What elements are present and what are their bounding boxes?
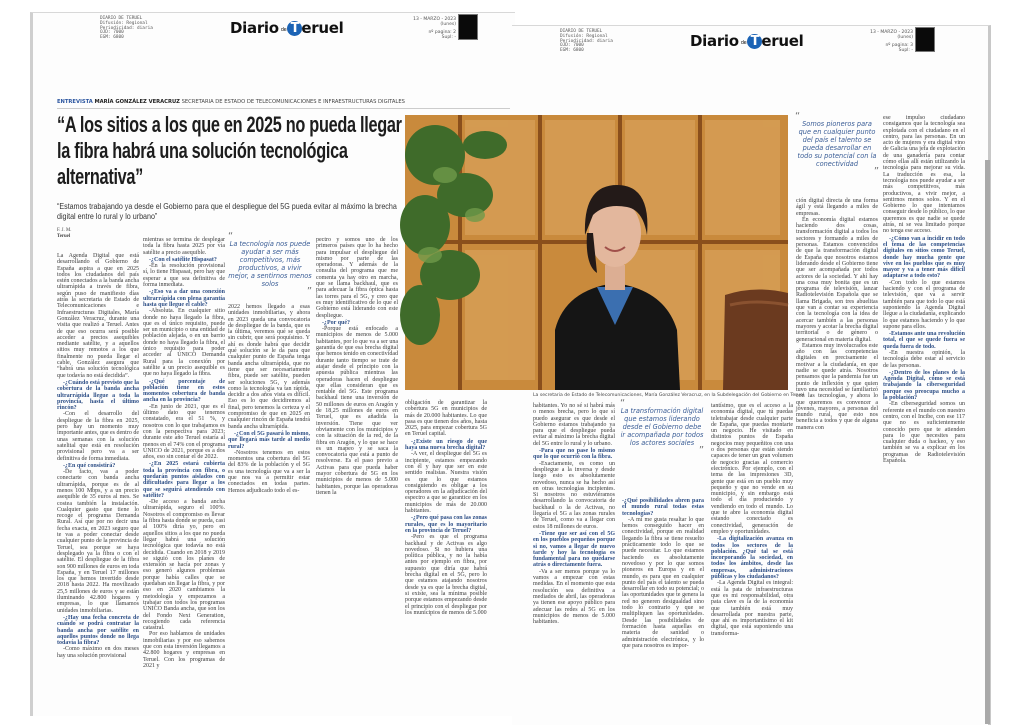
paragraph: habitantes. Yo no sé si habrá más o menos brecha, pero lo que sí puedo asegurar es que desde el Gobierno estamos trabajando ya para que el despliegue pueda evitar al máximo la brecha digital del 5G entre lo rural y lo urbano. bbox=[533, 403, 615, 447]
publication-date bbox=[857, 30, 913, 53]
newspaper-logo bbox=[230, 19, 344, 37]
pull-quote-text: Somos pioneros para que en cualquier punto del país el talento se pueda desarrollar en todo su potencial con la conectividad bbox=[797, 120, 877, 168]
paragraph: tantísimo, que es el acceso a la economía digital, que tú puedas teletrabajar desde cualquier parte de España, que puedas montarte un negocio. He visitado en distintos puntos de España negocios muy pequeñitos con una o dos personas que están siendo capaces de tener un gran volumen de negocio gracias al comercio electrónico. Por ejemplo, con el tema de las impresiones 3D, gente que está en un pueblo muy pequeño y que no vende en su municipio, y sin embargo está todo el día produciendo y vendiendo en todo el mundo. Lo que te abre la economía digital estando conectado es conectividad, generación de empleo y oportunidades. bbox=[711, 403, 793, 535]
paragraph: -De facto, vas a poder conectarte con banda ancha ultrarrápida, porque es de al menos 100 Mbps, y a un precio asequible de 35 euros al mes. Se costea también la instalación. Cualquier gasto que tiene lo recoge el programa Demanda Rural. Así que por no decir una fecha exacta, en 2023 seguro que te vas a poder conectar desde cualquier punto de la provincia de Teruel, sea porque se haya desplegado ya la fibra o con el satélite. El despliegue de la fibra son 900 millones de euros en toda España, y en Teruel 17 millones los que hemos invertido desde 2018 hasta 2022. Ha movilizado 25,5 millones de euros y se están iluminando 42.800 hogares y empresas, lo que llamamos unidades inmobiliarias. bbox=[57, 469, 139, 614]
byline-author: F. J. M. bbox=[57, 228, 72, 233]
article-column bbox=[883, 115, 965, 640]
paragraph: -Exactamente, es como un despliegue a la inversa y desde luego esto es absolutamente novedoso, nunca se ha hecho así en otras tecnologías incipientes. Si nosotros no estuviéramos desarrollando la convocatoria de backhaul o la de Activas, no llegaría el 5G a las zonas rurales de Teruel, como va a llegar con estos 18 millones de euros. bbox=[533, 460, 615, 530]
redaction-box bbox=[458, 14, 478, 40]
paragraph: ese impulso ciudadano consigamos que la tecnología sea explotada con el ciudadano en el centro, para las personas. En un acto de mujeres y era digital vino de Galicia una jefa de explotación de una ganadería para contar cómo ellas allí están utilizando la tecnología para mejorar su vida. La traducción es esa, la tecnología nos puede ayudar a ser más competitivos, más productivos, a vivir mejor, a sentirnos menos solos. Y en el Gobierno lo que intentamos conseguir desde lo público, lo que queremos es que nadie se quede atrás, ni se vea limitado porque no tenga ese acceso. bbox=[883, 115, 965, 235]
page-number: nº pagina: 3 bbox=[885, 43, 913, 48]
weekday-text: (lunes) bbox=[897, 35, 913, 40]
paragraph: -Nosotros tenemos en estos momentos una cobertura del 5G del 83% de la población y el 5G es una tecnología que va a ser la que nos va a permitir estar conectados en todas partes. Hemos adjudicado todo el es- bbox=[228, 449, 310, 494]
logo-text: de bbox=[740, 40, 747, 46]
article-column bbox=[796, 198, 878, 640]
outlet-name: DIARIO DE TERUEL bbox=[100, 16, 143, 21]
meta-line: OJD: 7000 bbox=[100, 30, 124, 36]
meta-line: Periodicidad: diaria bbox=[100, 25, 153, 31]
paragraph: mientras se termina de desplegar toda la fibra hasta 2025 por vía satélite a precio asequible. bbox=[143, 237, 225, 256]
logo-text: eruel bbox=[761, 32, 804, 50]
paragraph: -A ver, el despliegue del 5G es incipiente, estamos empezando con él y hay que ser en este sentido realistas. Nuestra visión es que lo que estamos consiguiendo es obligar a los operadores en la adjudicación del espectro a que se garantice en los municipios de más de 20.000 habitantes. bbox=[405, 451, 487, 515]
meta-line: Periodicidad: diaria bbox=[560, 38, 613, 44]
meta-line: Difusión: Regional bbox=[100, 20, 148, 26]
paragraph: -En ciberseguridad somos un referente en el mundo con nuestro centro, con el Incibe, con ese 117 que no es suficientemente conocido pero que te atienden para lo que necesites para cualquier duda o hackeo, y eso también se va a explicar en los programas de Radiotelevisión Española. bbox=[883, 401, 965, 465]
interview-question: -¿Dentro de los planes de la Agenda Digital, cómo se está trabajando la ciberseguridad porque eso preocupa mucho a la población? bbox=[883, 369, 965, 402]
paragraph: -Con todo lo que estamos haciendo y con el programa de televisión, que va a servir también para que todo lo que está suponiendo la Agenda Digital llegue a la ciudadanía, explicando lo que estamos haciendo y lo que supone para ellos. bbox=[883, 279, 965, 330]
paragraph: pectro y somos uno de los primeros países que lo ha hecho para impulsar el despliegue del mismo por parte de las operadoras. Y además de la consulta del programa que me comenta ya hay otro en marcha, que se llama backhaul, que es para adecuar la fibra óptica hasta las torres para el 5G, y creo que es muy identificativo de lo que el Gobierno está liderando con este despliegue. bbox=[316, 237, 398, 319]
photo-illustration bbox=[405, 115, 788, 390]
subheadline: “Estamos trabajando ya desde el Gobierno para que el despliegue del 5G pueda evitar al máximo la brecha digital entre lo rural y lo urbano” bbox=[57, 201, 397, 221]
headline: “A los sitios a los que en 2025 no pueda llegar la fibra habrá una solución tecnológica alternativa” bbox=[57, 112, 402, 189]
article-column bbox=[316, 237, 398, 637]
interview-question: -Tiene que ser así con el 5G en los pueblos pequeños porque si no, vamos a llegar de nuevo tarde y hoy la tecnología es fundamental para no quedarse atrás o directamente fuera. bbox=[533, 530, 615, 569]
paragraph: -Absoluta. En cualquier sitio donde no haya llegado la fibra, que es el único requisito, puede ser un municipio o una entidad de población alejada, o en un barrio donde no haya llegado la fibra, el único requisito para poder acceder al ÚNICO Demanda Rural para la conexión por satélite a un precio asequible es que no haya llegado la fibra. bbox=[143, 308, 225, 378]
publication-date bbox=[400, 17, 456, 40]
paragraph: -Con el desarrollo del despliegue de la fibra en 2025, pero hay un momento muy importante antes, que es dentro de unas semanas con la solución satelital que está en resolución provisional pero va a ser definitiva de forma inmediata. bbox=[57, 411, 139, 462]
article-column bbox=[405, 400, 487, 637]
redaction-box bbox=[915, 27, 935, 52]
pull-quote-text: La transformación digital que estamos liderando desde el Gobierno debe ir acompañada por todos los actores sociales bbox=[620, 407, 704, 447]
press-clipping-meta bbox=[560, 30, 613, 54]
meta-line: EGM: 6800 bbox=[560, 48, 584, 54]
article-column bbox=[711, 403, 793, 640]
article-column bbox=[57, 253, 139, 659]
close-quote-icon: ” bbox=[698, 445, 704, 456]
supplement: Supl: - bbox=[441, 35, 456, 40]
interview-question: -¿Cuándo está previsto que la cobertura de la banda ancha ultrarrápida llegue a toda la provincia, hasta el último rincón? bbox=[57, 379, 139, 412]
paragraph: -Pero es que el programa backhaul y de Activas es algo novedoso. Si no hubiera una política pública, y no la había antes por ejemplo en fibra, por supuesto que diría que habrá brecha digital en el 5G, pero lo que estamos atajando nosotros desde ya es que la brecha digital, si existe, sea la mínima posible porque estamos empezando desde el principio con el despliegue por los municipios de menos de 5.000 bbox=[405, 534, 487, 616]
pull-quote bbox=[620, 400, 704, 454]
interview-question: -¿Cómo van a incidir en todo el tema de las competencias digitales en sitios como Teruel, donde hay mucha gente que vive en los pueblos que es muy mayor y va a tener más difícil adaptarse a todo esto? bbox=[883, 235, 965, 280]
paragraph: -Como máximo en dos meses hay una solución provisional bbox=[57, 646, 139, 659]
date-text: 13 - MARZO - 2023 bbox=[870, 30, 913, 35]
logo-t-icon: T bbox=[747, 34, 762, 49]
paragraph: Por eso hablamos de unidades inmobiliarias y por eso sabemos que con esta inversión llegamos a 42.800 hogares y empresas en Teruel. Con los programas de 2021 y bbox=[143, 631, 225, 669]
logo-text: eruel bbox=[301, 19, 344, 37]
paragraph: -Porque está enfocado a municipios de menos de 5.000 habitantes, por lo que va a ser una garantía de que esa brecha digital que hemos tenido en conectividad durante tanto tiempo se trate de atajar desde el principio con la apuesta pública mientras las operadoras hacen el despliegue que ellas consideran que es rentable del 5G. Este programa backhaul tiene una inversión de 50 millones de euros en Aragón y de 18,25 millones de euros en Teruel, que es añadida la inversión. Tiene que ver obviamente con los municipios y con la situación de la red, de la fibra en Aragón, y lo que se hace es un mapeo y se saca la convocatoria que está a punto de resolverse. Es el paso previo a Activas para que pueda haber mayor cobertura de 5G en los municipios de menos de 5.000 habitantes, porque las operadoras tienen la bbox=[316, 326, 398, 496]
press-clipping-meta bbox=[100, 17, 153, 41]
close-quote-icon: ” bbox=[873, 166, 879, 177]
article-kicker bbox=[57, 99, 510, 109]
paragraph: obligación de garantizar la cobertura 5G en municipios de más de 20.000 habitantes. Lo que pasa es que tienen dos años, hasta 2025, para empezar cobertura 5G en Teruel capital. bbox=[405, 400, 487, 438]
photo-caption: La secretaria de Estado de Telecomunicaciones, María González Veracruz, en la Subdelegación del Gobierno en Teruel bbox=[533, 393, 805, 398]
pull-quote-text: La tecnología nos puede ayudar a ser más competitivos, más productivos, a vivir mejor, a sentirnos menos solos bbox=[228, 240, 312, 288]
meta-line: Difusión: Regional bbox=[560, 33, 608, 39]
interview-question: -¿Existe un riesgo de que haya una nueva brecha digital? bbox=[405, 438, 487, 452]
close-quote-icon: ” bbox=[306, 286, 312, 297]
article-column bbox=[622, 497, 704, 649]
paragraph: Estamos muy involucrados este año con las competencias digitales en precisamente el motivar a la ciudadanía, en que nadie se quede atrás. Nosotros pensamos que la pandemia fue un punto de inflexión y que quien tuvo una necesidad se familiarizó con las tecnologías, y ahora lo que queremos es convencer a jóvenes, mayores, a personas del mundo rural, que esto nos beneficia a todos y que de alguna manera con bbox=[796, 342, 878, 431]
date-text: 13 - MARZO - 2023 bbox=[413, 17, 456, 22]
interview-question: -¿Hay una fecha concreta de cuándo se podrá contratar la banda ancha por satélite en aquellos puntos donde no llega todavía la fibra? bbox=[57, 614, 139, 647]
paragraph: ción digital directa de una forma ágil y está llegando a miles de empresas. bbox=[796, 198, 878, 217]
newspaper-logo bbox=[690, 32, 804, 50]
logo-t-icon: T bbox=[287, 21, 302, 36]
interview-question: -¿Con el satélite Hispasat? bbox=[149, 256, 217, 263]
meta-line: OJD: 7000 bbox=[560, 43, 584, 49]
interviewee-name: MARÍA GONZÁLEZ VERACRUZ bbox=[94, 99, 180, 105]
logo-text: Diario bbox=[230, 19, 279, 37]
byline bbox=[57, 228, 71, 239]
article-column bbox=[228, 304, 310, 637]
paragraph: -La Agenda Digital es integral: está la pata de infraestructuras que es mi responsabilidad, otra pata clave es la de la economía que también está muy desarrollada por nuestra parte, que ahí es importantísimo el kit digital, que está suponiendo una transforma- bbox=[711, 580, 793, 637]
article-column bbox=[533, 403, 615, 640]
paragraph: La Agenda Digital que está desarrollando el Gobierno de España aspira a que en 2025 todos los ciudadanos del país estén conectados a la banda ancha ultrarrápida a través de fibra, según puso de manifiesto días atrás la secretaria de Estado de Telecomunicaciones e Infraestructuras Digitales, María González Veracruz, durante una visita que realizó a Teruel. Antes de que eso ocurra será posible acceder a precios asequibles mediante satélite, y a aquellos sitios muy remotos a los que finalmente no pueda llegar el cable, González asegura que “habrá una solución tecnológica que todavía no está decidida”. bbox=[57, 253, 139, 379]
page-number: nº pagina: 2 bbox=[428, 30, 456, 35]
interview-question: -¿Qué porcentaje de población tiene en estos momentos cobertura de banda ancha en la provincia? bbox=[143, 378, 225, 404]
interview-question: -¿Con el 5G pasará lo mismo, que llegará más tarde al medio rural? bbox=[228, 430, 310, 450]
interview-question: -Estamos ante una revolución total, el que se quede fuera se queda fuera de todo. bbox=[883, 331, 965, 350]
interviewee-role: SECRETARIA DE ESTADO DE TELECOMUNICACIONES E INFRAESTRUCTURAS DIGITALES bbox=[181, 99, 405, 105]
open-quote-icon: “ bbox=[228, 231, 234, 242]
interview-question: -Para que no pase lo mismo que lo que ocurrió con la fibra. bbox=[533, 448, 615, 461]
pull-quote bbox=[795, 113, 879, 175]
paragraph: -A mí me gusta resaltar lo que hemos conseguido hacer en conectividad, porque en realidad llegando la fibra se tiene resuelto prácticamente todo lo que se puede necesitar. Lo que estamos haciendo es absolutamente novedoso y por lo que somos pioneros en Europa y en el mundo, es para que en cualquier punto del país el talento se pueda desarrollar en todo su potencial; o las oportunidades que te genera la red no generen desigualdad sino todo lo contrario y que se multipliquen las oportunidades. Desde las posibilidades de formación hasta aquellas en materia de sanidad o administración electrónica, y lo que para nosotros es impor- bbox=[622, 516, 704, 649]
logo-text: de bbox=[280, 27, 287, 33]
interview-question: -¿En 2025 estará cubierta toda la provincia con fibra, o quedarán puntos aislados con dificultades para llegar a los que se seguirá atendiendo con satélite? bbox=[143, 461, 225, 499]
meta-line: EGM: 6800 bbox=[100, 35, 124, 41]
interview-question: -¿Qué posibilidades abren para el mundo rural todas estas tecnologías? bbox=[622, 498, 704, 517]
paragraph: En economía digital estamos haciendo dos cosas, transformación digital a todos los sectores y formando a miles de personas. Estamos convencidos de que la transformación digital de España que nosotros estamos liderando desde el Gobierno tiene que ser acompañada por todos actores de la sociedad. Y ahí hay una cosa muy bonita que es un programa de televisión, lanzar Radiotelevisión Española que se llama Brigada, son tres abuelitas que van a contar su experiencia con la tecnología con la idea de acercar también a las personas mayores y acotar la brecha digital territorial o de género o generacional en materia digital. bbox=[796, 216, 878, 343]
outlet-name: DIARIO DE TERUEL bbox=[560, 29, 603, 34]
interview-question: -¿En qué consistirá? bbox=[63, 462, 116, 469]
byline-place: Teruel bbox=[57, 233, 71, 239]
weekday-text: (lunes) bbox=[440, 22, 456, 27]
interview-question: -¿Por qué? bbox=[322, 319, 351, 326]
paragraph: -De acceso a banda ancha ultrarrápida, seguro el 100%. Nosotros el compromiso es llevar la fibra hasta donde se pueda, casi al 100% diría yo, pero en aquellos sitios a los que no pueda llegar habrá una solución tecnológica que todavía no está decidida. Cuando en 2018 y 2019 se siguió con los planes de extensión se hacía por zonas y eso generó algunos problemas porque había calles que se quedaban sin llegar la fibra, y por eso en 2020 cambiamos la metodología y empezamos a trabajar con todos los programas ÚNICO Banda ancha, que son los del Fondo Next Generation, recogiendo cada referencia catastral. bbox=[143, 499, 225, 632]
open-quote-icon: “ bbox=[620, 398, 626, 409]
supplement: Supl: - bbox=[898, 48, 913, 53]
pull-quote bbox=[228, 233, 312, 295]
paragraph: -En nuestra opinión, la tecnología debe estar al servicio de las personas. bbox=[883, 349, 965, 369]
paragraph: -En junio de 2021, que es el último dato que tenemos constatado, era el 51 %, y nosotros con lo que trabajamos es con la perspectiva para 2023; durante este año Teruel estaría al menos en el 74% con el programa ÚNICO de 2021, porque es a dos años, eso sin contar el de 2022. bbox=[143, 403, 225, 461]
open-quote-icon: “ bbox=[795, 111, 801, 122]
logo-text: Diario bbox=[690, 32, 739, 50]
interview-question: -¿Eso va a dar una conexión ultrarrápida con plena garantía hasta que llegue el cable? bbox=[143, 289, 225, 308]
section-label: ENTREVISTA bbox=[57, 99, 93, 105]
interview-question: -¿Pero qué pasa con las zonas rurales, que es lo mayoritario en la provincia de Teruel? bbox=[405, 515, 487, 534]
paragraph: -Va a ser menos porque ya lo vamos a empezar con estas medidas. En el momento que esta resolución sea definitiva a mediados de abril, las operadoras ya tienen ese apoyo público para adecuar las redes al 5G en los municipios de menos de 5.000 habitantes. bbox=[533, 568, 615, 626]
paragraph: 2022 hemos llegado a esas unidades inmobiliarias, y ahora en 2023 queda una convocatoria de despliegue de la banda, que es la última, veremos qué se queda sin cubrir, que será poquísimo. Y ahí es donde habrá que decidir qué solución se le da para que cualquier punto de España tenga banda ancha ultrarrápida, que no tiene que ser necesariamente fibra, puede ser satélite, pueden ser soluciones 5G, y además como la tecnología va tan rápida, decidir a dos años vista es difícil. Eso es lo que decidiremos al final, pero tenemos la certeza y el compromiso de que en 2025 en cualquier rincón de España tendrá banda ancha ultrarrápida. bbox=[228, 304, 310, 430]
article-column bbox=[143, 237, 225, 669]
interviewee-photo bbox=[405, 115, 788, 390]
paragraph: -En la resolución provisional sí, lo tiene Hispasat, pero hay que esperar a que sea definitiva de forma inmediata. bbox=[143, 263, 225, 289]
interview-question: -La digitalización avanza en todos los sectores de la población. ¿Qué tal se está incorporando la sociedad, en todos los ámbitos, desde las empresas, administraciones públicas y los ciudadanos? bbox=[711, 536, 793, 581]
scrollbar[interactable] bbox=[985, 160, 990, 724]
